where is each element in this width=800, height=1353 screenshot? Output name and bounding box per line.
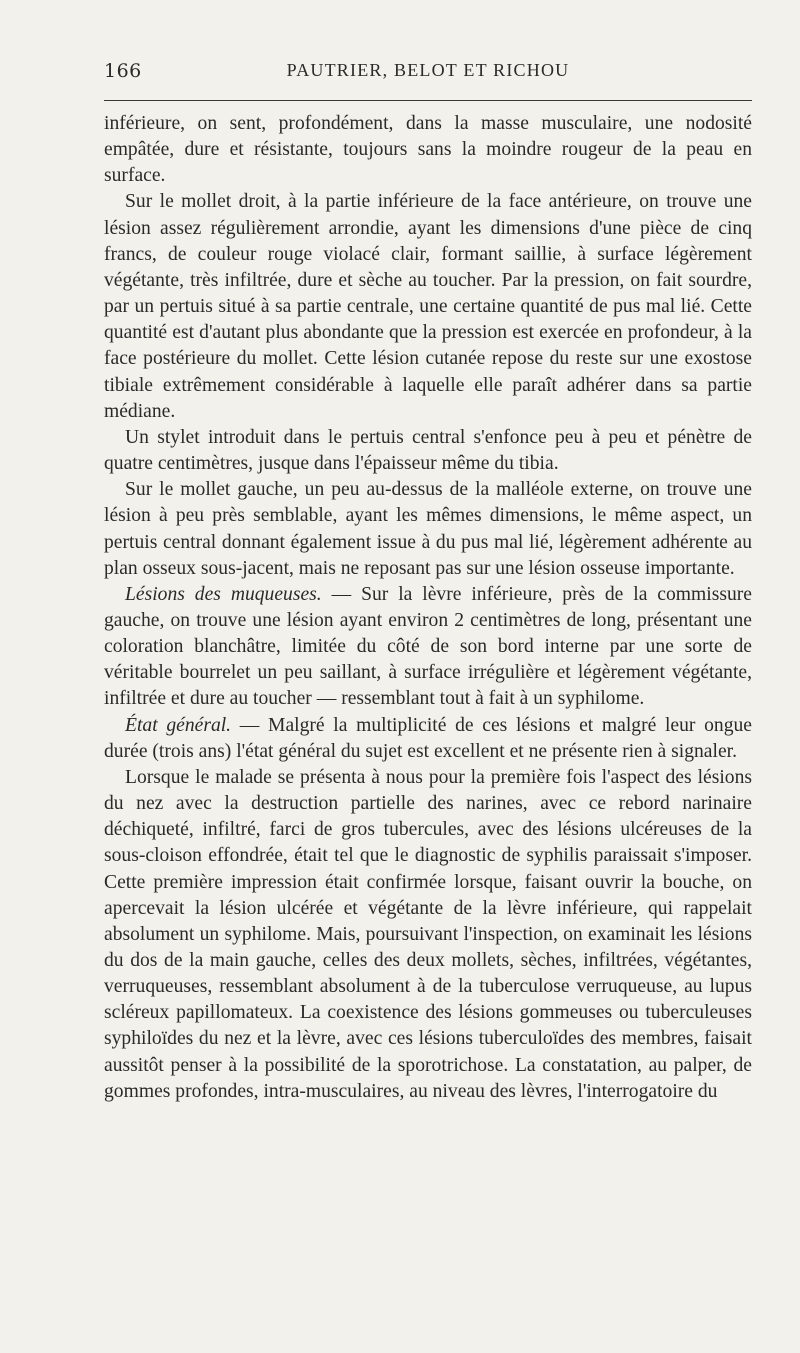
paragraph-general-state <box>104 713 752 765</box>
section-heading-mucous: Lésions des muqueuses. <box>125 583 322 605</box>
paragraph-diagnosis: Lorsque le malade se présenta à nous pour la première fois l'aspect des lésions du nez avec la destruction partielle des narines, avec ce rebord narinaire déchiqueté, infiltré, farci de gros tubercules, avec des lésions ulcéreuses de la sous-cloison effondrée, était tel que le diagnostic de syphilis paraissait s'imposer. Cette première impression était confirmée lorsque, faisant ouvrir la bouche, on apercevait la lésion ulcérée et végétante de la lèvre inférieure, qui rappelait absolument un syphilome. Mais, poursuivant l'inspection, on examinait les lésions du dos de la main gauche, celles des deux mollets, sèches, infiltrées, végétantes, verruqueuses, ressemblant absolument à de la tuberculose verruqueuse, au lupus scléreux papillomateux. La coexistence des lésions gommeuses ou tuberculeuses syphiloïdes du nez et la lèvre, avec ces lésions tuberculoïdes des membres, faisait aussitôt penser à la possibilité de la sporotrichose. La constatation, au palper, de gommes profondes, intra-musculaires, au niveau des lèvres, l'interrogatoire du <box>104 766 752 1102</box>
paragraph-text: — Malgré la multiplicité de ces lésions et malgré leur ongue durée (trois ans) l'état général du sujet est excellent et ne présente rien à signaler. <box>104 714 753 762</box>
paragraph-left-calf: Sur le mollet gauche, un peu au-dessus de la malléole externe, on trouve une lésion à peu près semblable, ayant les mêmes dimensions, le même aspect, un pertuis central donnant également issue à du pus mal lié, légèrement adhérente au plan osseux sous-jacent, mais ne reposant pas sur une lésion osseuse importante. <box>104 479 752 579</box>
paragraph-continued: inférieure, on sent, profondément, dans la masse musculaire, une nodosité empâtée, dure et résistante, toujours sans la moindre rougeur de la peau en surface. <box>104 113 752 187</box>
paragraph-right-calf: Sur le mollet droit, à la partie inférieure de la face antérieure, on trouve une lésion assez régulièrement arrondie, ayant les dimensions d'une pièce de cinq francs, de couleur rouge violacé clair, formant saillie, à surface légèrement végétante, très infiltrée, dure et sèche au toucher. Par la pression, on fait sourdre, par un pertuis situé à sa partie centrale, une certaine quantité de pus mal lié. Cette quantité est d'autant plus abondante que la pression est exercée en profondeur, à la face postérieure du mollet. Cette lésion cutanée repose du reste sur une exostose tibiale extrêmement considérable à laquelle elle paraît adhérer dans sa partie médiane. <box>104 191 752 422</box>
paragraph-text: — Sur la lèvre inférieure, près de la commissure gauche, on trouve une lésion ayant environ 2 centimètres de long, présentant une coloration blanchâtre, limitée du côté de son bord interne par une sorte de véritable bourrelet un peu saillant, à surface irrégulière et légèrement végétante, infiltrée et dure au toucher — ressemblant tout à fait à un syphilome. <box>104 583 752 710</box>
page-number: 166 <box>104 60 142 82</box>
page-header <box>104 60 752 88</box>
running-head: PAUTRIER, BELOT ET RICHOU <box>286 60 570 80</box>
section-heading-general-state: État général. <box>125 714 232 736</box>
paragraph-mucous-lesions <box>104 582 752 713</box>
paragraph-stylet: Un stylet introduit dans le pertuis central s'enfonce peu à peu et pénètre de quatre centimètres, jusque dans l'épaisseur même du tibia. <box>104 426 752 475</box>
body-text <box>104 111 752 1105</box>
header-rule <box>104 100 752 101</box>
